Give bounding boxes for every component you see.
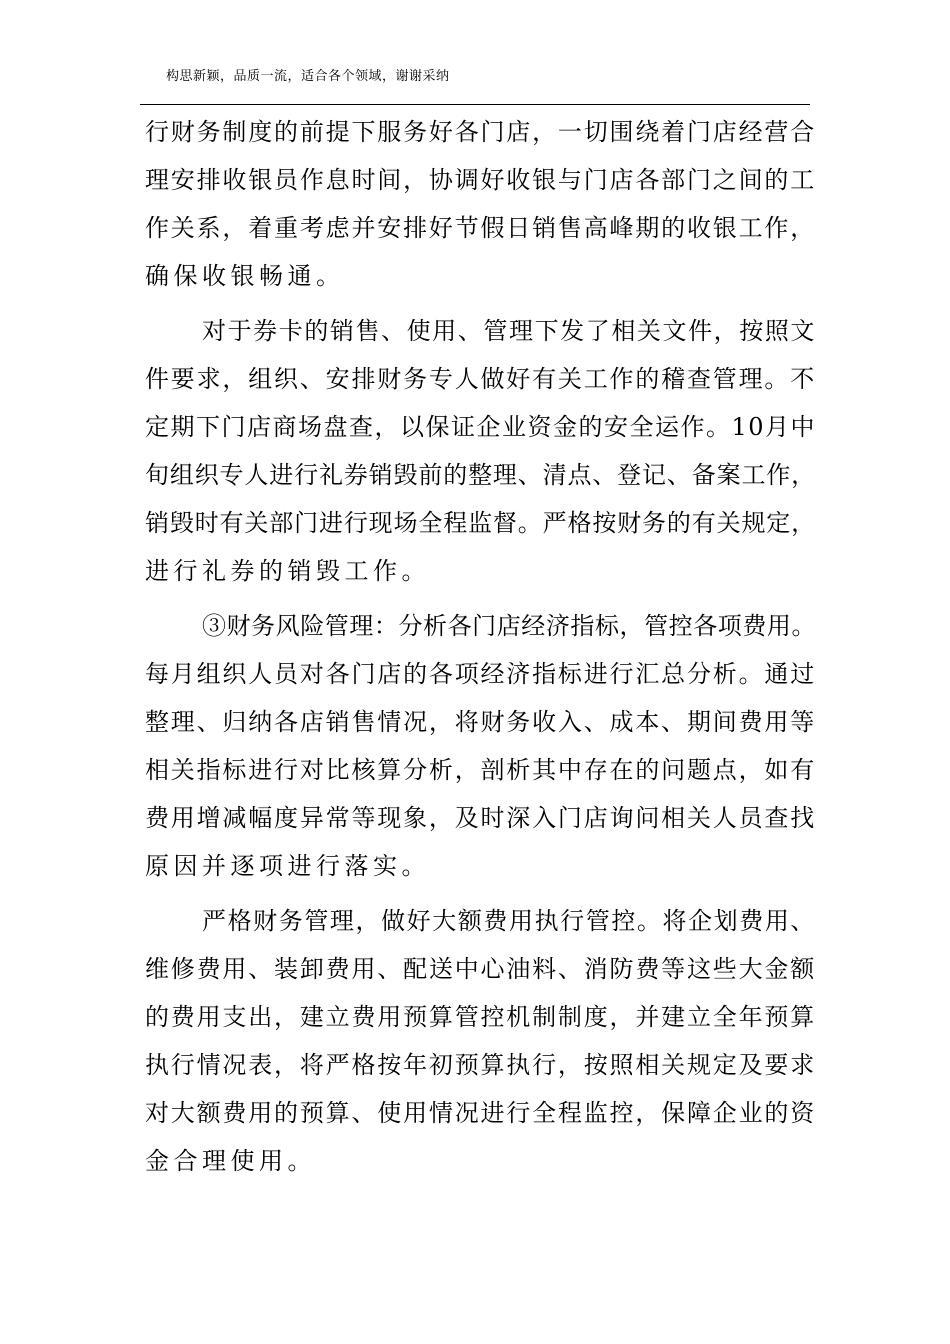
text-line: 销毁时有关部门进行现场全程监督。严格按财务的有关规定， [145, 509, 816, 537]
text-line: 相关指标进行对比核算分析，剖析其中存在的问题点，如有 [145, 756, 816, 784]
text-line: 作关系，着重考虑并安排好节假日销售高峰期的收银工作， [145, 214, 816, 242]
text-line: 整理、归纳各店销售情况，将财务收入、成本、期间费用等 [145, 708, 816, 736]
header-divider [140, 104, 810, 105]
text-line: 严格财务管理，做好大额费用执行管控。将企划费用、 [202, 907, 816, 935]
text-line: 对大额费用的预算、使用情况进行全程监控，保障企业的资 [145, 1099, 816, 1127]
text-line: 维修费用、装卸费用、配送中心油料、消防费等这些大金额 [145, 955, 816, 983]
text-line: 执行情况表，将严格按年初预算执行，按照相关规定及要求 [145, 1051, 816, 1079]
text-line: 件要求，组织、安排财务专人做好有关工作的稽查管理。不 [145, 365, 816, 393]
text-line: 费用增减幅度异常等现象，及时深入门店询问相关人员查找 [145, 804, 816, 832]
text-line: 定期下门店商场盘查，以保证企业资金的安全运作。10月中 [145, 413, 816, 441]
text-line: 进行礼券的销毁工作。 [145, 557, 430, 585]
text-line: 金合理使用。 [145, 1147, 316, 1175]
text-line: 确保收银畅通。 [145, 262, 345, 290]
text-line: 的费用支出，建立费用预算管控机制制度，并建立全年预算 [145, 1003, 816, 1031]
header-slogan: 构思新颖，品质一流，适合各个领域，谢谢采纳 [166, 69, 450, 84]
text-line: 原因并逐项进行落实。 [145, 852, 430, 880]
text-line: 理安排收银员作息时间，协调好收银与门店各部门之间的工 [145, 166, 816, 194]
text-line: 每月组织人员对各门店的各项经济指标进行汇总分析。通过 [145, 660, 816, 688]
text-line: ③财务风险管理：分析各门店经济指标，管控各项费用。 [202, 612, 816, 640]
text-line: 行财务制度的前提下服务好各门店，一切围绕着门店经营合 [145, 118, 816, 146]
text-line: 对于券卡的销售、使用、管理下发了相关文件，按照文 [202, 317, 816, 345]
text-line: 旬组织专人进行礼券销毁前的整理、清点、登记、备案工作， [145, 461, 816, 489]
